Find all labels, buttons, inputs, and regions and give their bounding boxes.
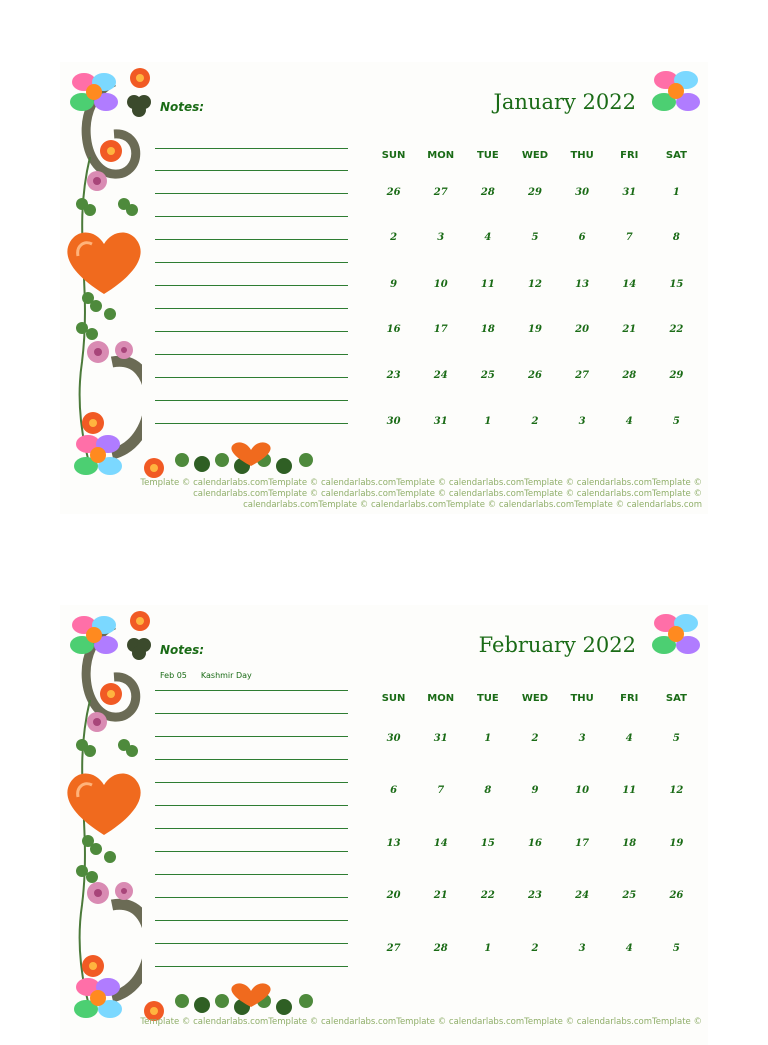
weekday-header-row [370, 693, 700, 704]
day-cell[interactable]: 2 [531, 943, 539, 954]
week-row [370, 279, 700, 290]
day-cell[interactable]: 26 [669, 890, 684, 901]
holiday-name: Kashmir Day [200, 671, 252, 680]
calendar-panel-january [60, 62, 708, 514]
day-cell[interactable]: 17 [575, 838, 590, 849]
day-cell[interactable]: 10 [433, 279, 448, 290]
day-cell[interactable]: 25 [622, 890, 637, 901]
weekday-header: WED [521, 150, 549, 161]
day-cell[interactable]: 24 [575, 890, 590, 901]
day-cell[interactable]: 1 [672, 187, 680, 198]
day-cell[interactable]: 6 [390, 785, 398, 796]
day-cell[interactable]: 21 [622, 324, 637, 335]
orange-flower-icon [96, 681, 126, 707]
notes-label: Notes: [160, 643, 205, 657]
multicolor-flower-icon [66, 611, 122, 661]
week-row [370, 838, 700, 849]
watermark-text [90, 1017, 702, 1028]
week-row [370, 785, 700, 796]
note-line[interactable] [155, 897, 348, 898]
day-cell[interactable]: 30 [386, 733, 401, 744]
day-cell[interactable]: 5 [672, 943, 680, 954]
day-cell[interactable]: 11 [622, 785, 637, 796]
day-cell[interactable]: 18 [480, 324, 495, 335]
month-title: February 2022 [478, 633, 636, 657]
note-line[interactable] [155, 239, 348, 240]
day-cell[interactable]: 27 [386, 943, 401, 954]
weekday-header: FRI [620, 150, 639, 161]
day-cell[interactable]: 2 [390, 232, 398, 243]
day-cell[interactable]: 10 [575, 785, 590, 796]
note-line[interactable] [155, 782, 348, 783]
weekday-header: THU [570, 693, 594, 704]
weekday-header: SUN [381, 150, 406, 161]
multicolor-flower-icon [68, 430, 128, 482]
day-cell[interactable]: 28 [433, 943, 448, 954]
notes-label: Notes: [160, 100, 205, 114]
watermark-line: calendarlabs.comTemplate © calendarlabs.comTemplate © calendarlabs.comTemplate © calendarlabs.com [243, 500, 702, 510]
orange-flower-icon [96, 138, 126, 164]
weekday-header: TUE [476, 150, 499, 161]
note-line[interactable] [155, 851, 348, 852]
day-cell[interactable]: 3 [578, 943, 586, 954]
week-row [370, 943, 700, 954]
note-line[interactable] [155, 262, 348, 263]
note-line[interactable] [155, 423, 348, 424]
day-cell[interactable]: 9 [531, 785, 539, 796]
weekday-header: SAT [665, 693, 687, 704]
day-cell[interactable]: 15 [480, 838, 495, 849]
weekday-header: SUN [381, 693, 406, 704]
calendar-panel-february [60, 605, 708, 1045]
day-cell[interactable]: 18 [622, 838, 637, 849]
day-cell[interactable]: 8 [484, 785, 492, 796]
day-cell[interactable]: 13 [386, 838, 401, 849]
day-cell[interactable]: 29 [669, 370, 684, 381]
day-cell[interactable]: 2 [531, 416, 539, 427]
day-cell[interactable]: 21 [433, 890, 448, 901]
week-row [370, 232, 700, 243]
heart-icon [226, 983, 276, 1009]
note-line[interactable] [155, 285, 348, 286]
clover-icon [72, 190, 142, 226]
weekday-header-row [370, 150, 700, 161]
holiday-date: Feb 05 [160, 671, 187, 680]
day-cell[interactable]: 19 [669, 838, 684, 849]
day-cell[interactable]: 14 [622, 279, 637, 290]
note-line[interactable] [155, 805, 348, 806]
day-cell[interactable]: 30 [575, 187, 590, 198]
day-cell[interactable]: 31 [622, 187, 637, 198]
week-row [370, 890, 700, 901]
day-cell[interactable]: 6 [578, 232, 586, 243]
week-row [370, 370, 700, 381]
month-title: January 2022 [493, 90, 636, 114]
holiday-note [160, 671, 252, 680]
day-cell[interactable]: 3 [578, 733, 586, 744]
day-cell[interactable]: 4 [625, 943, 633, 954]
day-cell[interactable]: 12 [669, 785, 684, 796]
weekday-header: FRI [620, 693, 639, 704]
day-cell[interactable]: 19 [528, 324, 542, 335]
day-cell[interactable]: 1 [484, 416, 492, 427]
note-line[interactable] [155, 736, 348, 737]
day-cell[interactable]: 29 [528, 187, 542, 198]
note-line[interactable] [155, 170, 348, 171]
weekday-header: TUE [476, 693, 499, 704]
day-cell[interactable]: 13 [575, 279, 590, 290]
day-cell[interactable]: 16 [528, 838, 542, 849]
orange-flower-icon [140, 456, 168, 480]
weekday-header: MON [427, 693, 455, 704]
note-line[interactable] [155, 193, 348, 194]
day-cell[interactable]: 4 [625, 733, 633, 744]
day-cell[interactable]: 25 [480, 370, 495, 381]
day-cell[interactable]: 28 [622, 370, 637, 381]
day-cell[interactable]: 16 [386, 324, 401, 335]
note-line[interactable] [155, 308, 348, 309]
note-line[interactable] [155, 377, 348, 378]
day-cell[interactable]: 20 [575, 324, 590, 335]
day-cell[interactable]: 5 [672, 416, 680, 427]
day-cell[interactable]: 5 [672, 733, 680, 744]
day-cell[interactable]: 7 [625, 232, 633, 243]
day-cell[interactable]: 5 [531, 232, 539, 243]
day-cell[interactable]: 30 [386, 416, 401, 427]
note-line[interactable] [155, 828, 348, 829]
day-cell[interactable]: 27 [433, 187, 448, 198]
note-line[interactable] [155, 690, 348, 691]
day-cell[interactable]: 22 [480, 890, 495, 901]
day-cell[interactable]: 4 [484, 232, 492, 243]
day-cell[interactable]: 24 [433, 370, 448, 381]
day-cell[interactable]: 26 [386, 187, 401, 198]
day-cell[interactable]: 7 [437, 785, 445, 796]
day-cell[interactable]: 14 [433, 838, 448, 849]
clover-icon [124, 92, 154, 118]
day-cell[interactable]: 12 [528, 279, 542, 290]
watermark-line: calendarlabs.comTemplate © calendarlabs.comTemplate © calendarlabs.comTemplate © calendarlabs.comTemplate © [193, 489, 702, 499]
day-cell[interactable]: 31 [433, 416, 448, 427]
day-cell[interactable]: 23 [386, 370, 401, 381]
day-cell[interactable]: 4 [625, 416, 633, 427]
note-line[interactable] [155, 966, 348, 967]
pink-flower-icon [82, 875, 142, 911]
day-cell[interactable]: 27 [575, 370, 590, 381]
heart-icon [226, 442, 276, 468]
clover-icon [72, 731, 142, 767]
note-line[interactable] [155, 920, 348, 921]
watermark-text [90, 478, 702, 511]
day-cell[interactable]: 15 [669, 279, 684, 290]
week-row [370, 416, 700, 427]
day-cell[interactable]: 11 [480, 279, 495, 290]
watermark-line: Template © calendarlabs.comTemplate © calendarlabs.comTemplate © calendarlabs.comTemplate © calendarlabs.comTemplate © [140, 478, 702, 488]
day-cell[interactable]: 31 [433, 733, 448, 744]
day-cell[interactable]: 28 [480, 187, 495, 198]
note-line[interactable] [155, 874, 348, 875]
note-line[interactable] [155, 400, 348, 401]
multicolor-flower-icon [646, 609, 706, 661]
note-line[interactable] [155, 943, 348, 944]
note-line[interactable] [155, 713, 348, 714]
note-line[interactable] [155, 331, 348, 332]
day-cell[interactable]: 20 [386, 890, 401, 901]
multicolor-flower-icon [646, 66, 706, 118]
orange-flower-icon [126, 609, 154, 633]
weekday-header: SAT [665, 150, 687, 161]
clover-icon [124, 635, 154, 661]
note-line[interactable] [155, 216, 348, 217]
note-line[interactable] [155, 354, 348, 355]
day-cell[interactable]: 3 [578, 416, 586, 427]
day-cell[interactable]: 9 [390, 279, 398, 290]
weekday-header: THU [570, 150, 594, 161]
note-line[interactable] [155, 759, 348, 760]
day-cell[interactable]: 1 [484, 733, 492, 744]
day-cell[interactable]: 3 [437, 232, 445, 243]
day-cell[interactable]: 8 [672, 232, 680, 243]
day-cell[interactable]: 26 [528, 370, 542, 381]
note-line[interactable] [155, 148, 348, 149]
orange-flower-icon [126, 66, 154, 90]
day-cell[interactable]: 22 [669, 324, 684, 335]
pink-flower-icon [82, 334, 142, 370]
multicolor-flower-icon [66, 68, 122, 118]
week-row [370, 187, 700, 198]
day-cell[interactable]: 1 [484, 943, 492, 954]
watermark-line: Template © calendarlabs.comTemplate © calendarlabs.comTemplate © calendarlabs.comTemplate © calendarlabs.comTemplate © [140, 1017, 702, 1027]
day-cell[interactable]: 2 [531, 733, 539, 744]
day-cell[interactable]: 23 [528, 890, 542, 901]
day-cell[interactable]: 17 [433, 324, 448, 335]
weekday-header: MON [427, 150, 455, 161]
week-row [370, 733, 700, 744]
weekday-header: WED [521, 693, 549, 704]
week-row [370, 324, 700, 335]
